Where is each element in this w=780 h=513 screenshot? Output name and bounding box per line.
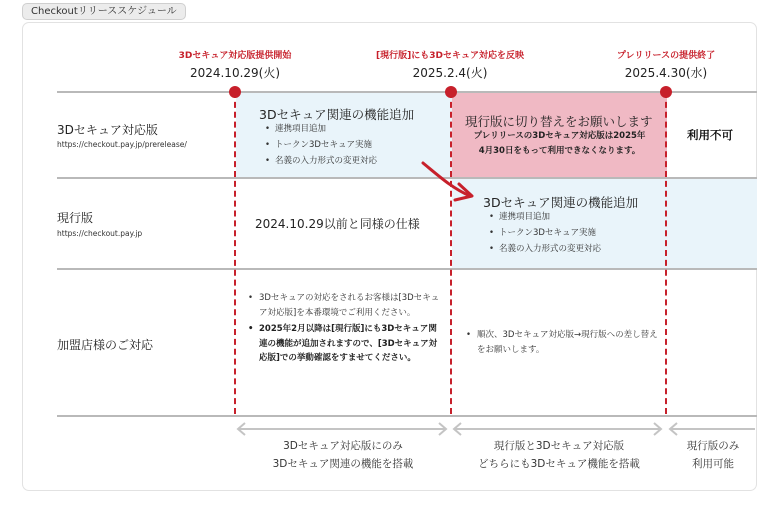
row1-feature-title: 3Dセキュア関連の機能追加: [259, 107, 415, 122]
milestone-2-dot: [445, 86, 457, 98]
row-divider: [57, 415, 757, 417]
milestone-1-line: [234, 92, 236, 414]
row1-url[interactable]: https://checkout.pay.jp/prerelease/: [57, 140, 187, 149]
span-1-line-1: 3Dセキュア対応版にのみ: [283, 440, 403, 452]
row3-current-notes: [465, 328, 661, 357]
milestone-3-dot: [660, 86, 672, 98]
milestone-1-label: 3Dセキュア対応版提供開始: [178, 51, 292, 61]
list-item: • 3Dセキュアの対応をされるお客様は[3Dセキュア対応版]を本番環境でご利用ください。: [247, 291, 443, 320]
row1-switch-note: [452, 129, 667, 159]
row1-feature-list: [264, 121, 377, 169]
row-divider: [57, 177, 757, 179]
span-1-label: [236, 437, 450, 473]
row2-title: 現行版: [57, 211, 94, 225]
milestone-1-date: 2024.10.29(火): [189, 66, 281, 80]
schedule-tab[interactable]: Checkoutリリーススケジュール: [22, 3, 186, 20]
row1-unavailable: 利用不可: [687, 128, 733, 142]
milestone-1-dot: [229, 86, 241, 98]
row-divider: [57, 268, 757, 270]
row2-feature-title: 3Dセキュア関連の機能追加: [483, 195, 639, 210]
span-2-line-2: どちらにも3Dセキュア機能を搭載: [478, 458, 640, 470]
list-item: • 連携項目追加: [488, 209, 601, 225]
span-3-line-2: 利用可能: [692, 458, 734, 470]
list-item: • 連携項目追加: [264, 121, 377, 137]
row1-switch-title: 現行版に切り替えをお願いします: [465, 114, 653, 129]
list-item: • 名義の入力形式の変更対応: [264, 153, 377, 169]
span-2-label: [452, 437, 666, 473]
switch-note-line-2: 4月30日をもって利用できなくなります。: [478, 146, 641, 156]
list-item: • 名義の入力形式の変更対応: [488, 241, 601, 257]
milestone-2-date: 2025.2.4(火): [412, 66, 488, 80]
switch-note-line-1: プレリリースの3Dセキュア対応版は2025年: [473, 131, 646, 141]
span-3-line-1: 現行版のみ: [686, 440, 740, 452]
timeline-line: [57, 91, 757, 93]
list-item: • 順次、3Dセキュア対応版→現行版への差し替えをお願いします。: [465, 328, 661, 357]
row2-url[interactable]: https://checkout.pay.jp: [57, 229, 143, 238]
row1-title: 3Dセキュア対応版: [57, 123, 158, 137]
span-1-line-2: 3Dセキュア関連の機能を搭載: [272, 458, 414, 470]
list-item: • トークン3Dセキュア実施: [264, 137, 377, 153]
row2-feature-list: [488, 209, 601, 257]
list-item: • トークン3Dセキュア実施: [488, 225, 601, 241]
span-3-label: [668, 437, 758, 473]
milestone-3-label: プレリリースの提供終了: [616, 51, 716, 61]
list-item: • 2025年2月以降は[現行版]にも3Dセキュア関連の機能が追加されますので、[3Dセキュア対応版]での挙動確認をすませてください。: [247, 322, 443, 366]
milestone-3-date: 2025.4.30(水): [624, 66, 708, 80]
row2-same-spec: 2024.10.29以前と同様の仕様: [255, 217, 420, 231]
row3-title: 加盟店様のご対応: [57, 338, 154, 352]
span-2-line-1: 現行版と3Dセキュア対応版: [493, 440, 625, 452]
milestone-2-label: [現行版]にも3Dセキュア対応を反映: [376, 51, 524, 61]
row3-prerelease-notes: [247, 291, 443, 366]
